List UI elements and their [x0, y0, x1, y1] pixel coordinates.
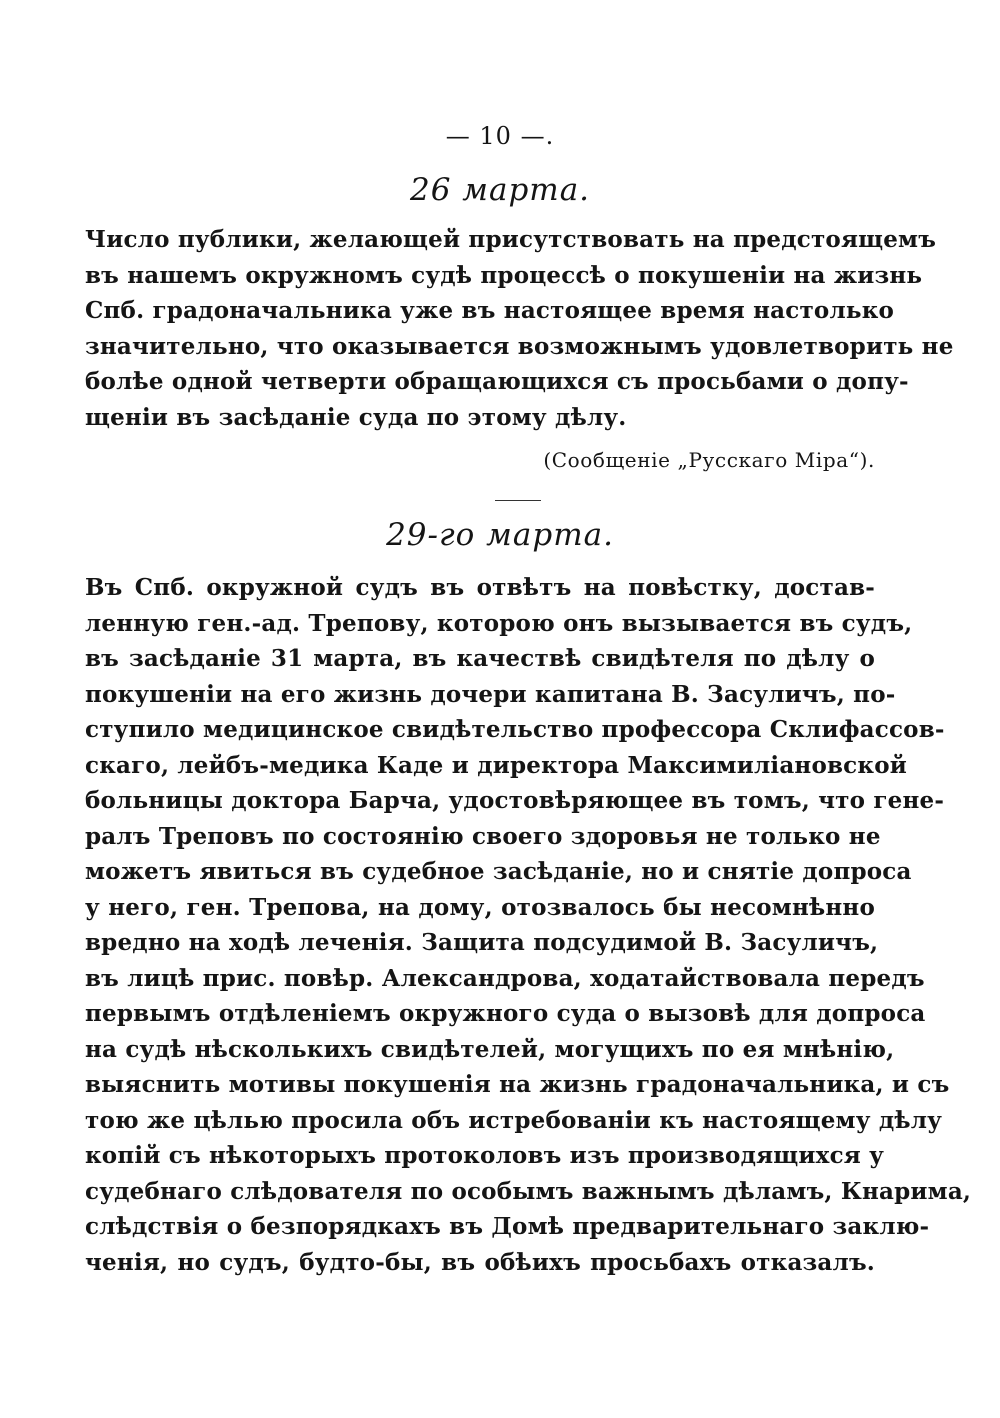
text-line: ленную ген.-ад. Трепову, которою онъ вызывается въ судъ, [85, 609, 913, 637]
text-line: судебнаго слѣдователя по особымъ важнымъ дѣламъ, Кнарима, [85, 1177, 972, 1205]
text-line: на судѣ нѣсколькихъ свидѣтелей, могущихъ по ея мнѣнію, [85, 1035, 895, 1063]
text-line: покушеніи на его жизнь дочери капитана В. Засуличъ, по- [85, 680, 896, 708]
text-line: болѣе одной четверти обращающихся съ просьбами о допу- [85, 368, 909, 395]
text-line: вредно на ходѣ леченія. Защита подсудимой В. Засуличъ, [85, 929, 879, 956]
text-line: тою же цѣлью просила объ истребованіи къ настоящему дѣлу [85, 1106, 943, 1134]
text-line: щеніи въ засѣданіе суда по этому дѣлу. [85, 403, 627, 431]
text-line: можетъ явиться въ судебное засѣданіе, но и снятіе допроса [85, 858, 912, 885]
text-line: въ нашемъ окружномъ судѣ процессѣ о покушеніи на жизнь [85, 261, 923, 289]
text-line: скаго, лейбъ-медика Каде и директора Максимиліановской [85, 751, 907, 779]
section-body-march-26 [85, 222, 954, 435]
text-line: больницы доктора Барча, удостовѣряющее въ томъ, что гене- [85, 787, 945, 814]
text-line: ралъ Треповъ по состоянію своего здоровья не только не [85, 822, 881, 850]
text-line: выяснить мотивы покушенія на жизнь градоначальника, и съ [85, 1071, 950, 1098]
text-line: въ лицѣ прис. повѣр. Александрова, ходатайствовала передъ [85, 964, 925, 992]
text-line: ступило медицинское свидѣтельство профессора Склифассов- [85, 716, 945, 743]
text-line: первымъ отдѣленіемъ окружного суда о вызовѣ для допроса [85, 1000, 926, 1027]
section-heading-march-29: 29-го марта. [386, 517, 614, 553]
text-line: Число публики, желающей присутствовать на предстоящемъ [85, 226, 937, 253]
page-number: — 10 —. [445, 122, 555, 150]
section-body-march-29 [85, 570, 972, 1280]
text-line: значительно, что оказывается возможнымъ удовлетворить не [85, 332, 954, 360]
text-line: копій съ нѣкоторыхъ протоколовъ изъ производящихся у [85, 1142, 885, 1169]
text-line: слѣдствія о безпорядкахъ въ Домѣ предварительнаго заклю- [85, 1213, 930, 1240]
source-attribution: (Сообщеніе „Русскаго Міра“). [543, 448, 875, 472]
section-divider [495, 500, 541, 501]
section-heading-march-26: 26 марта. [409, 172, 591, 208]
text-line: ченія, но судъ, будто-бы, въ обѣихъ просьбахъ отказалъ. [85, 1248, 875, 1276]
text-line: у него, ген. Трепова, на дому, отозвалось бы несомнѣнно [85, 893, 875, 921]
text-line: Спб. градоначальника уже въ настоящее время настолько [85, 297, 895, 324]
text-line: въ засѣданіе 31 марта, въ качествѣ свидѣтеля по дѣлу о [85, 645, 875, 672]
text-line: Въ Спб. окружной судъ въ отвѣтъ на повѣстку, достав- [85, 574, 875, 601]
